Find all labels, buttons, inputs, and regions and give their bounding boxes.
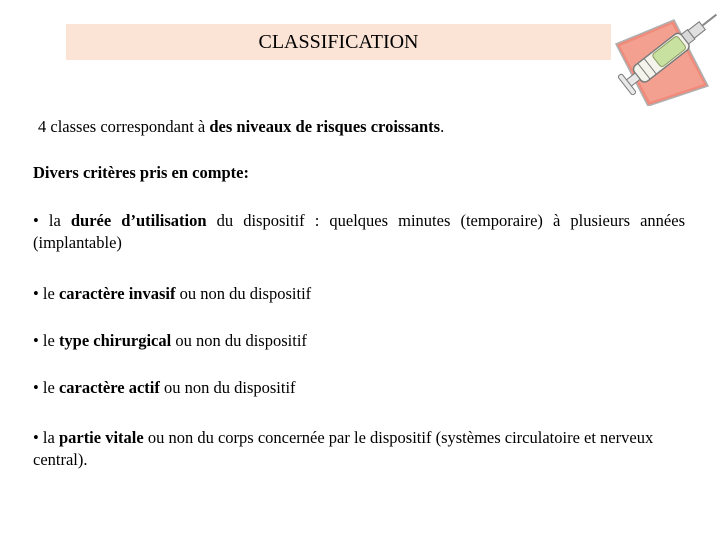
intro-prefix: 4 classes correspondant à	[38, 117, 210, 136]
bullet-bold: caractère actif	[58, 378, 160, 397]
bullet-item	[33, 210, 685, 254]
bullet-suffix: ou non du dispositif	[171, 331, 307, 350]
slide-title-bar	[66, 24, 611, 60]
bullet-suffix: du dispositif : quelques minutes (temporaire) à plusieurs années (implantable)	[33, 211, 685, 252]
intro-paragraph	[38, 116, 444, 138]
bullet-prefix: • le	[33, 378, 59, 397]
bullet-prefix: • la	[33, 428, 59, 447]
bullet-bold: partie vitale	[58, 428, 144, 447]
slide-title: CLASSIFICATION	[258, 30, 419, 53]
bullet-suffix: ou non du dispositif	[159, 378, 296, 397]
bullet-bold: caractère invasif	[58, 284, 176, 303]
bullet-bold: durée d’utilisation	[70, 211, 207, 230]
syringe-icon	[608, 2, 718, 106]
bullet-item	[33, 427, 693, 471]
criteria-heading: Divers critères pris en compte:	[33, 163, 249, 182]
bullet-prefix: • le	[33, 284, 59, 303]
intro-suffix: .	[440, 117, 445, 136]
bullet-item	[33, 283, 311, 305]
intro-bold: des niveaux de risques croissants	[209, 117, 441, 136]
bullet-item	[33, 330, 307, 352]
bullet-prefix: • la	[33, 211, 71, 230]
bullet-suffix: ou non du corps concernée par le dispositif (systèmes circulatoire et nerveux central).	[33, 428, 654, 469]
bullet-bold: type chirurgical	[58, 331, 172, 350]
bullet-item	[33, 377, 296, 399]
bullet-suffix: ou non du dispositif	[175, 284, 312, 303]
bullet-prefix: • le	[33, 331, 59, 350]
